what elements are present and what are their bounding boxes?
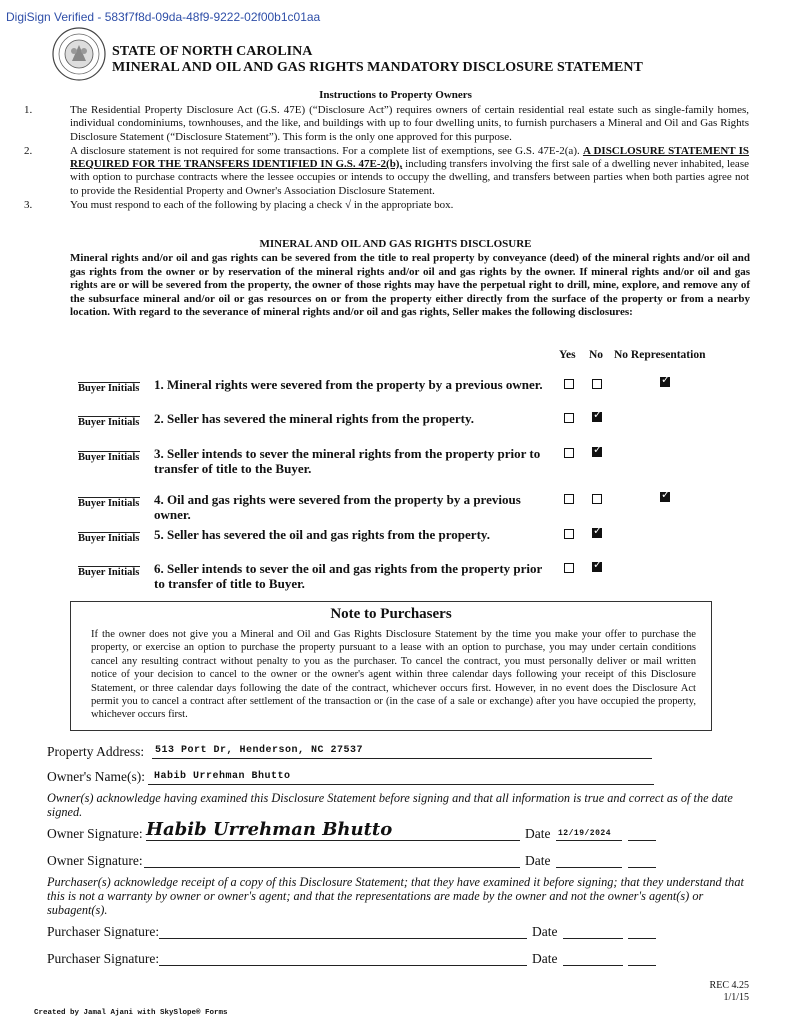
owner-signature-field-2[interactable]: [144, 853, 520, 868]
owners-name-field[interactable]: [148, 769, 654, 785]
disclosure-question: 1. Mineral rights were severed from the property by a previous owner.: [154, 377, 543, 392]
instruction-item-2: [24, 145, 749, 198]
owner-signature-label: Owner Signature:: [47, 826, 143, 841]
item-text: including transfers involving the first sale of a dwelling never inhabited, lease with option to purchase contracts where the lessee occupies or intends to occupy the dwelling, and transfers between parties when both parties agree not to provide the Residential Property and Owner's Association Disclosure Statement.: [70, 158, 749, 197]
owner-date-year-field[interactable]: [628, 826, 656, 841]
form-title: MINERAL AND OIL AND GAS RIGHTS MANDATORY DISCLOSURE STATEMENT: [112, 60, 643, 75]
disclosure-row-3: [74, 446, 754, 478]
instruction-item-1: [24, 104, 749, 144]
disclosure-row-4: [74, 492, 754, 524]
owners-name-label: Owner's Name(s):: [47, 769, 146, 784]
disclosure-question: 2. Seller has severed the mineral rights from the property.: [154, 411, 475, 426]
col-header-yes: Yes: [559, 349, 576, 361]
buyer-initials-label: Buyer Initials: [78, 417, 140, 428]
owner-acknowledgement: Owner(s) acknowledge having examined this Disclosure Statement before signing and that all information is true and correct as of the date signed.: [47, 791, 733, 819]
note-body: If the owner does not give you a Mineral and Oil and Gas Rights Disclosure Statement by the time you make your offer to purchase the property, or exercise an option to purchase the property pursuant to a lease with an option to purchase, you may under certain conditions cancel any resulting contract without penalty to you as the purchaser. To cancel the contract, you must personally deliver or mail written notice of your decision to cancel to the owner or the owner's agent within three calendar days following your receipt of this Disclosure Statement, or three calendar days following the date of the contract, whichever occurs first. However, in no event does the Disclosure Act permit you to cancel a contract after settlement of the transaction or (in the case of a sale or exchange) after you have occupied the property, whichever occurs first.: [91, 629, 696, 721]
disclosure-question: 6. Seller intends to sever the oil and gas rights from the property prior to transfer of title to Buyer.: [154, 561, 543, 591]
checkbox-no[interactable]: [592, 494, 602, 504]
note-to-purchasers-box: [70, 601, 712, 731]
instructions-heading: Instructions to Property Owners: [319, 89, 472, 101]
disclosure-question: 3. Seller intends to sever the mineral rights from the property prior to transfer of title to the Buyer.: [154, 446, 541, 476]
purchaser-date-year-field-2[interactable]: [628, 951, 656, 966]
purchaser-signature-field[interactable]: [159, 924, 527, 939]
checkbox-no[interactable]: [592, 562, 602, 572]
item-text: A disclosure statement is not required for some transactions. For a complete list of exemptions, see G.S. 47E-2(a).: [70, 144, 583, 157]
checkbox-yes[interactable]: [564, 448, 574, 458]
form-number: REC 4.25: [709, 980, 749, 991]
checkbox-no-representation[interactable]: [660, 377, 670, 387]
item-number: 3.: [24, 199, 33, 212]
purchaser-signature-label: Purchaser Signature:: [47, 924, 160, 939]
disclosure-heading: MINERAL AND OIL AND GAS RIGHTS DISCLOSURE: [259, 238, 532, 250]
item-number: 1.: [24, 104, 33, 116]
checkbox-no[interactable]: [592, 379, 602, 389]
checkbox-yes[interactable]: [564, 413, 574, 423]
purchaser-date-label-2: Date: [532, 951, 558, 966]
buyer-initials-label: Buyer Initials: [78, 533, 140, 544]
purchaser-signature-label-2: Purchaser Signature:: [47, 951, 160, 966]
checkbox-yes[interactable]: [564, 563, 574, 573]
purchaser-date-year-field[interactable]: [628, 924, 656, 939]
col-header-no-representation: No Representation: [614, 349, 706, 361]
checkbox-no[interactable]: [592, 528, 602, 538]
owner-date-field[interactable]: [556, 826, 622, 841]
docusign-verified-banner: DigiSign Verified - 583f7f8d-09da-48f9-9222-02f00b1c01aa: [6, 10, 321, 24]
owner-signature-field[interactable]: [146, 819, 520, 841]
property-address-value: 513 Port Dr, Henderson, NC 27537: [155, 745, 364, 756]
created-by-footer: Created by Jamal Ajani with SkySlope® Forms: [34, 1009, 228, 1017]
property-address-label: Property Address:: [47, 744, 145, 759]
item-text-emphasis: A DISCLOSURE STATEMENT IS REQUIRED FOR THE TRANSFERS IDENTIFIED IN G.S. 47E-2(b),: [70, 144, 750, 171]
checkbox-yes[interactable]: [564, 529, 574, 539]
note-title: Note to Purchasers: [330, 606, 452, 622]
owner-date-year-field-2[interactable]: [628, 853, 656, 868]
form-revision-date: 1/1/15: [723, 992, 749, 1003]
checkbox-yes[interactable]: [564, 494, 574, 504]
buyer-initials-label: Buyer Initials: [78, 452, 140, 463]
checkbox-yes[interactable]: [564, 379, 574, 389]
instructions-list: [24, 104, 749, 213]
disclosure-question: 5. Seller has severed the oil and gas rights from the property.: [154, 527, 490, 542]
form-code: [710, 980, 749, 1004]
owner-signature-value: Habib Urrehman Bhutto: [146, 819, 393, 840]
item-text: You must respond to each of the following by placing a check √ in the appropriate box.: [70, 199, 454, 212]
buyer-initials-label: Buyer Initials: [78, 567, 140, 578]
checkbox-no-representation[interactable]: [660, 492, 670, 502]
purchaser-date-field[interactable]: [563, 924, 623, 939]
disclosure-body: Mineral rights and/or oil and gas rights can be severed from the title to real property by conveyance (deed) of the mineral rights and/or oil and gas rights from the owner or by reservation of the mineral rights and/or oil and gas rights by the owner. If mineral rights and/or oil and gas rights are or will be severed from the property, the owner of those rights may have the perpetual right to drill, mine, explore, and remove any of the subsurface mineral and/or oil or gas resources on or from the property either directly from the surface of the property or from a nearby location. With regard to the severance of mineral rights and/or oil and gas rights, Seller makes the following disclosures:: [70, 252, 750, 318]
checkbox-no[interactable]: [592, 412, 602, 422]
disclosure-row-6: [74, 561, 754, 593]
disclosure-row-1: [74, 377, 754, 409]
owner-date-field-2[interactable]: [556, 853, 622, 868]
disclosure-row-5: [74, 527, 754, 559]
col-header-no: No: [589, 349, 604, 361]
owner-date-label: Date: [525, 826, 551, 841]
item-number: 2.: [24, 144, 33, 157]
instruction-item-3: [24, 199, 749, 212]
owners-name-value: Habib Urrehman Bhutto: [154, 771, 291, 782]
owner-signature-label-2: Owner Signature:: [47, 853, 143, 868]
disclosure-row-2: [74, 411, 754, 443]
owner-date-value: 12/19/2024: [558, 829, 612, 838]
buyer-initials-label: Buyer Initials: [78, 498, 140, 509]
buyer-initials-label: Buyer Initials: [78, 383, 140, 394]
state-seal-icon: [52, 27, 106, 81]
purchaser-date-label: Date: [532, 924, 558, 939]
purchaser-date-field-2[interactable]: [563, 951, 623, 966]
disclosure-question: 4. Oil and gas rights were severed from the property by a previous owner.: [154, 492, 521, 522]
property-address-field[interactable]: [152, 744, 652, 759]
purchaser-signature-field-2[interactable]: [159, 951, 527, 966]
state-heading: STATE OF NORTH CAROLINA: [112, 44, 313, 59]
item-text: The Residential Property Disclosure Act (G.S. 47E) (“Disclosure Act”) requires owners of certain residential real estate such as single-family homes, individual condominiums, townhouses, and the like, and buildings with up to four dwelling units, to furnish purchasers a Mineral and Oil and Gas Rights Disclosure Statement (“Disclosure Statement”). This form is the only one approved for this purpose.: [70, 104, 749, 143]
owner-date-label-2: Date: [525, 853, 551, 868]
checkbox-no[interactable]: [592, 447, 602, 457]
purchaser-acknowledgement: Purchaser(s) acknowledge receipt of a copy of this Disclosure Statement; that they have examined it before signing; that they understand that this is not a warranty by owner or owner's agent; and that the representations are made by the owner and not the owner's agent(s) or subagent(s).: [47, 875, 744, 917]
